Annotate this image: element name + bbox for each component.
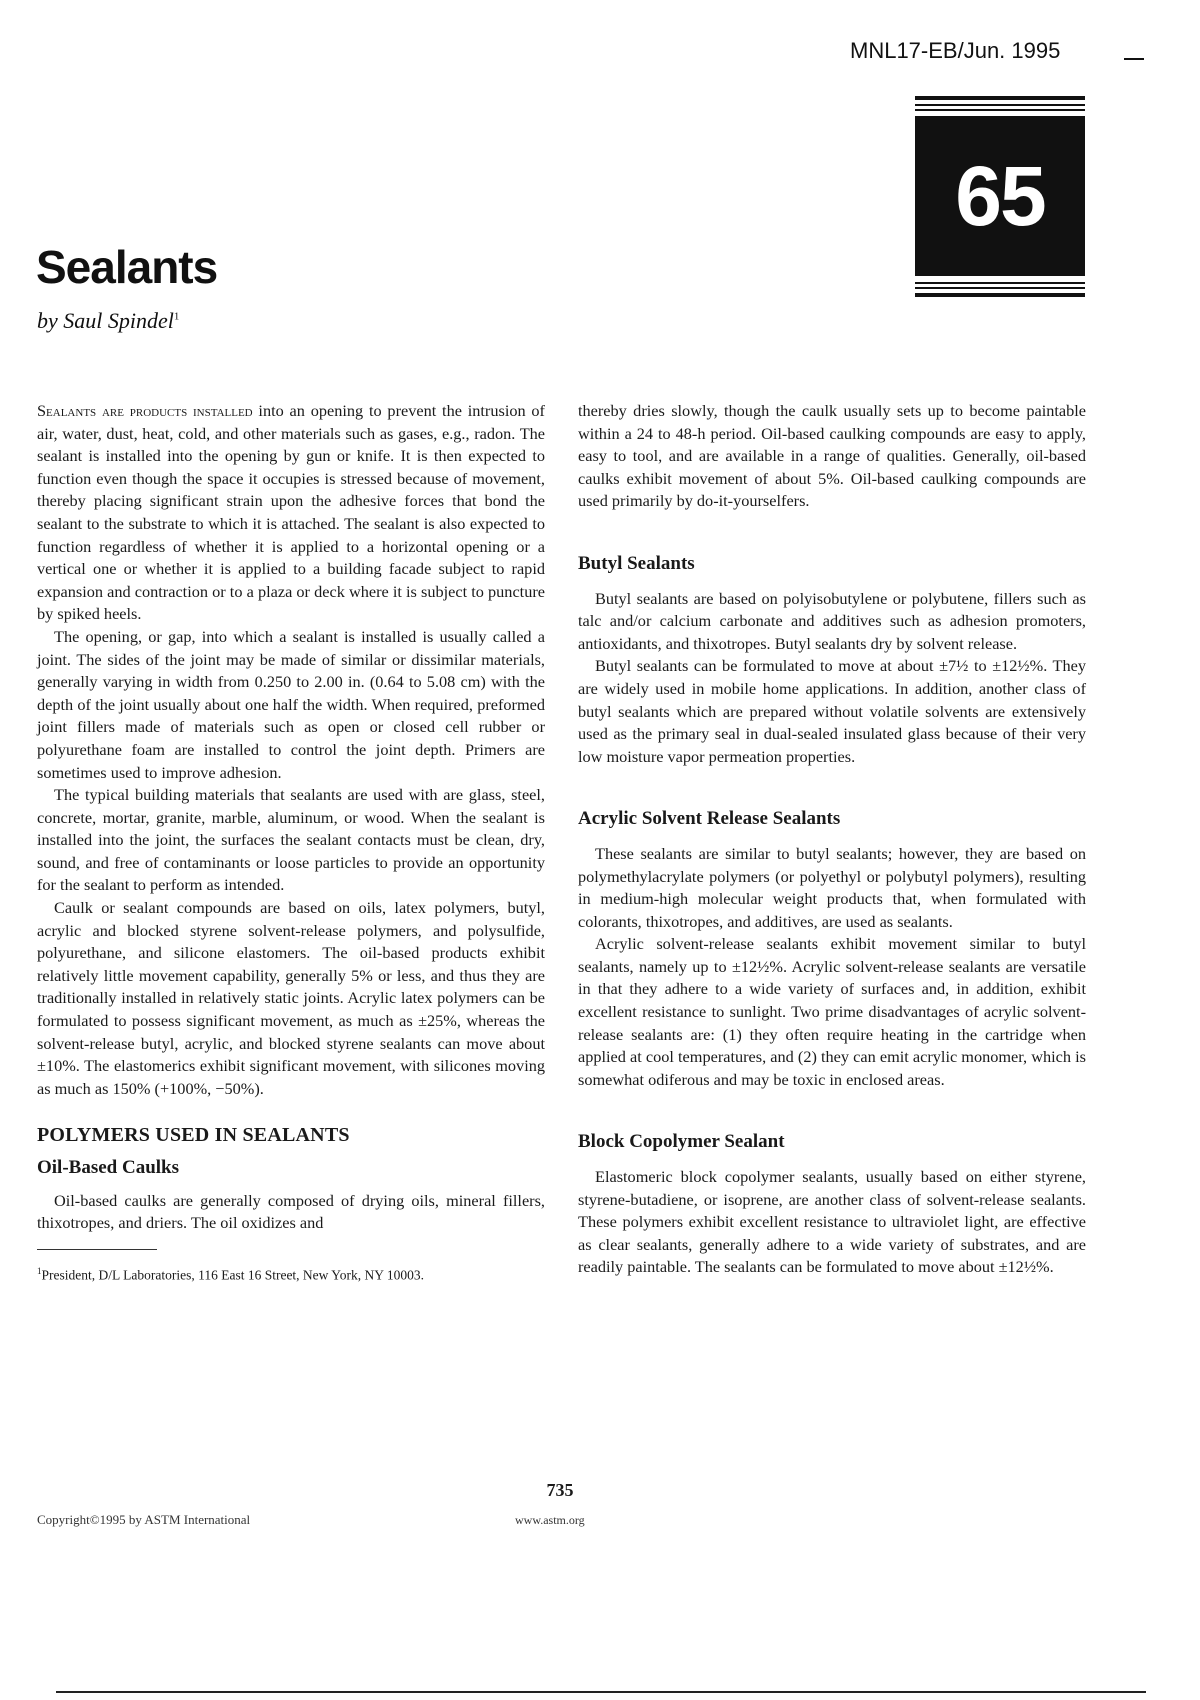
bottom-divider: [56, 1691, 1146, 1693]
article-title: Sealants: [36, 241, 218, 293]
badge-rule: [915, 96, 1085, 100]
page-number: 735: [546, 1480, 574, 1500]
footnote-marker: 1: [173, 310, 180, 323]
paragraph: thereby dries slowly, though the caulk usually sets up to become paintable within a 24 to 48-h period. Oil-based caulking compounds are easy to apply, easy to tool, and are available in a range of qualities. Generally, oil-based caulks exhibit movement of about 5%. Oil-based caulking compounds are used primarily by do-it-yourselfers.: [578, 401, 1086, 511]
paragraph: Butyl sealants are based on polyisobutylene or polybutene, fillers such as talc and/or calcium carbonate and additives such as adhesion promoters, antioxidants, and thixotropes. Butyl sealants dry by solvent release.: [578, 588, 1086, 653]
chapter-number: 65: [915, 116, 1085, 276]
chapter-badge: [915, 96, 1085, 304]
paragraph: [37, 400, 545, 626]
footnote-text: President, D/L Laboratories, 116 East 16 Street, New York, NY 10003.: [41, 1267, 424, 1283]
author-name: by Saul Spindel: [37, 308, 174, 333]
intro-lead: Sealants are products installed: [37, 401, 253, 420]
section-heading: POLYMERS USED IN SEALANTS: [37, 1124, 350, 1147]
website-link[interactable]: www.astm.org: [515, 1513, 585, 1527]
subsection-heading: Acrylic Solvent Release Sealants: [578, 808, 841, 830]
paragraph: Elastomeric block copolymer sealants, usually based on either styrene, styrene-butadiene, or isoprene, are another class of solvent-release sealants. These polymers exhibit excellent resistance to ultraviolet light, are effective as clear sealants, generally adhere to a wide variety of substrates, and are readily paintable. The sealants can be formulated to move about ±12½%.: [578, 1167, 1086, 1277]
footnote: [37, 1262, 545, 1285]
badge-rule: [915, 287, 1085, 289]
paragraph: Butyl sealants can be formulated to move at about ±7½ to ±12½%. They are widely used in mobile home applications. In addition, another class of butyl sealants which are prepared without volatile solvents are extensively used as the primary seal in dual-sealed insulated glass because of their very low moisture vapor permeation properties.: [578, 656, 1086, 766]
badge-rule: [915, 293, 1085, 297]
subsection-heading: Block Copolymer Sealant: [578, 1131, 785, 1153]
paragraph: Caulk or sealant compounds are based on oils, latex polymers, butyl, acrylic and blocked styrene solvent-release polymers, and polysulfide, polyurethane, and silicone elastomers. The oil-based products exhibit relatively little movement capability, generally 5% or less, and thus they are traditionally installed in relatively static joints. Acrylic latex polymers can be formulated to possess significant movement, as much as ±25%, whereas the solvent-release butyl, acrylic, and blocked styrene sealants can move about ±10%. The elastomerics exhibit significant movement, with silicones moving as much as 150% (+100%, −50%).: [37, 898, 545, 1098]
copyright-notice: Copyright©1995 by ASTM International: [37, 1512, 251, 1527]
badge-rule: [915, 282, 1085, 284]
footnote-divider: [37, 1249, 157, 1250]
intro-text: into an opening to prevent the intrusion of air, water, dust, heat, cold, and other materials such as gases, e.g., radon. The sealant is installed into the opening by gun or knife. It is then expected to function even though the space it occupies is stressed because of movement, thereby placing significant strain upon the adhesive forces that bond the sealant to the substrate to which it is attached. The sealant is also expected to function regardless of whether it is applied to a horizontal opening or a vertical one or whether it is applied to a building facade subject to rapid expansion and contraction or to a plaza or deck where it is subject to puncture by spiked heels.: [37, 401, 545, 624]
paragraph: Acrylic solvent-release sealants exhibit movement similar to butyl sealants, namely up to ±12½%. Acrylic solvent-release sealants are versatile in that they adhere to a wide variety of surfaces and, in addition, exhibit excellent resistance to sunlight. Two prime disadvantages of acrylic solvent-release sealants are: (1) they often require heating in the cartridge when applied at cool temperatures, and (2) they can emit acrylic monomer, which is somewhat odiferous and may be toxic in enclosed areas.: [578, 934, 1086, 1089]
subsection-heading: Oil-Based Caulks: [37, 1157, 180, 1178]
footnote-marker: 1: [37, 1265, 42, 1276]
paragraph: The opening, or gap, into which a sealant is installed is usually called a joint. The sides of the joint may be made of similar or dissimilar materials, generally varying in width from 0.250 to 2.00 in. (0.64 to 5.08 cm) with the depth of the joint usually about one half the width. When required, preformed joint fillers made of materials such as open or closed cell rubber or polyurethane foam are installed to control the joint depth. Primers are sometimes used to improve adhesion.: [37, 626, 545, 782]
right-column: [578, 400, 1086, 1279]
paragraph: These sealants are similar to butyl sealants; however, they are based on polymethylacrylate polymers (or polyethyl or polybutyl polymers), resulting in medium-high molecular weight products that, when formulated with colorants, thixotropes, and additives, are used as sealants.: [578, 843, 1086, 931]
paragraph: The typical building materials that sealants are used with are glass, steel, concrete, mortar, granite, marble, aluminum, or wood. When the sealant is installed into the joint, the surfaces the sealant contacts must be clean, dry, sound, and free of contaminants or loose particles to provide an opportunity for the sealant to perform as intended.: [37, 785, 545, 895]
left-column: [37, 400, 545, 1284]
badge-rule: [915, 104, 1085, 106]
document-id: MNL17-EB/Jun. 1995: [850, 38, 1061, 63]
author-byline: [37, 308, 179, 334]
badge-rule: [915, 109, 1085, 111]
header-dash: [1124, 58, 1144, 60]
subsection-heading: Butyl Sealants: [578, 552, 695, 574]
paragraph: Oil-based caulks are generally composed of drying oils, mineral fillers, thixotropes, and driers. The oil oxidizes and: [37, 1190, 545, 1233]
